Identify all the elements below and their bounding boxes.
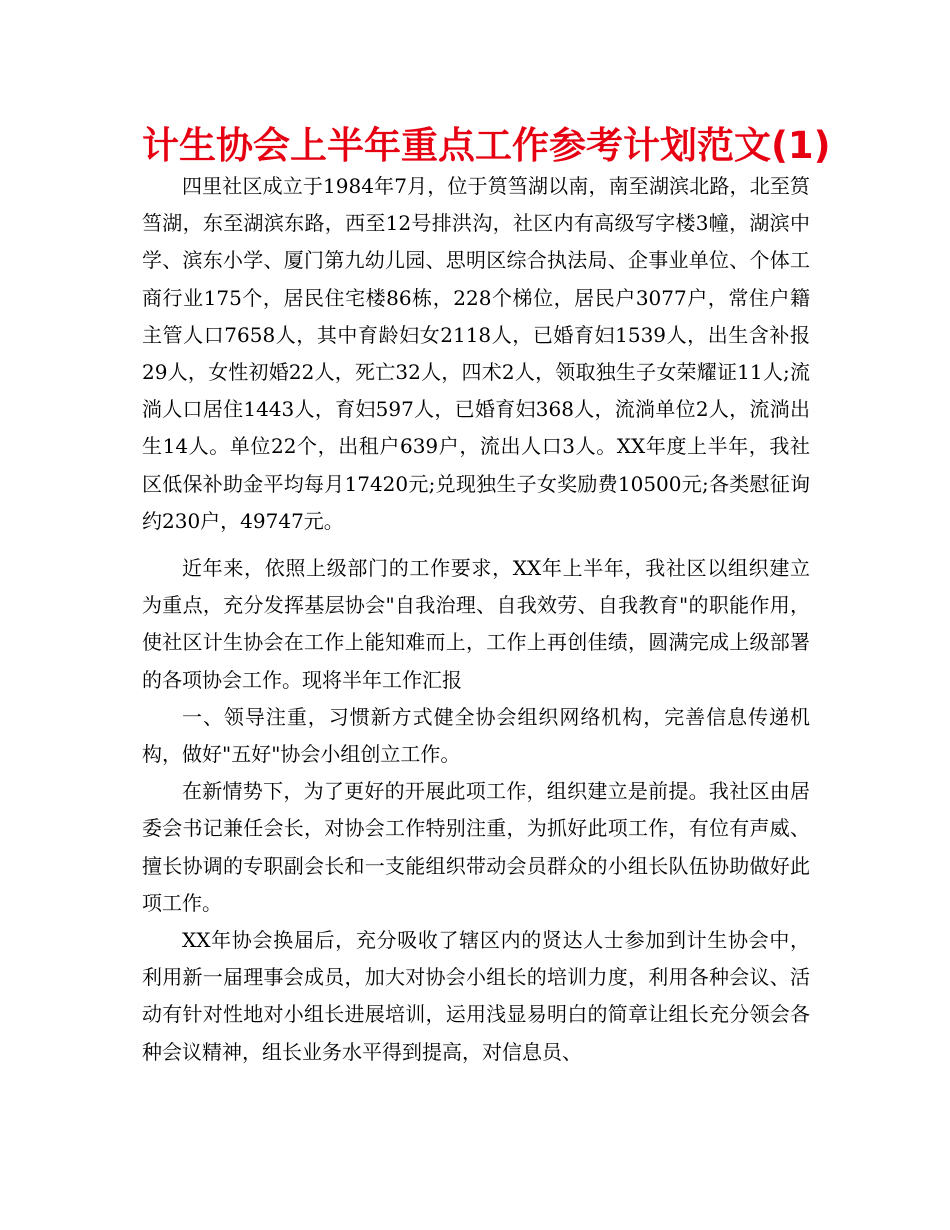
paragraph-work-summary: 近年来，依照上级部门的工作要求，XX年上半年，我社区以组织建立为重点，充分发挥基层协会"自我治理、自我效劳、自我教育"的职能作用，使社区计生协会在工作上能知难而上，工作上再创佳绩，圆满完成上级部署的各项协会工作。现将半年工作汇报 [142,556,810,692]
paragraph-community-overview: 四里社区成立于1984年7月，位于筼筜湖以南，南至湖滨北路，北至筼筜湖，东至湖滨东路，西至12号排洪沟，社区内有高级写字楼3幢，湖滨中学、滨东小学、厦门第九幼儿园、思明区综合执法局、企事业单位、个体工商行业175个，居民住宅楼86栋，228个梯位，居民户3077户，常住户籍主管人口7658人，其中育龄妇女2118人，已婚育妇1539人，出生含补报29人，女性初婚22人，死亡32人，四术2人，领取独生子女荣耀证11人;流淌人口居住1443人，育妇597人，已婚育妇368人，流淌单位2人，流淌出生14人。单位22个，出租户639户，流出人口3人。XX年度上半年，我社区低保补助金平均每月17420元;兑现独生子女奖励费10500元;各类慰征询约230户，49747元。 [142,174,810,533]
document-body [142,168,810,1071]
paragraph-organization: 在新情势下，为了更好的开展此项工作，组织建立是前提。我社区由居委会书记兼任会长，对协会工作特别注重，为抓好此项工作，有位有声威、擅长协调的专职副会长和一支能组织带动会员群众的小组长队伍协助做好此项工作。 [142,779,810,915]
paragraph-training: XX年协会换届后，充分吸收了辖区内的贤达人士参加到计生协会中，利用新一届理事会成员，加大对协会小组长的培训力度，利用各种会议、活动有针对性地对小组长进展培训，运用浅显易明白的简章让组长充分领会各种会议精神，组长业务水平得到提高，对信息员、 [142,928,810,1064]
document-title: 计生协会上半年重点工作参考计划范文(1) [142,124,831,167]
paragraph-section-one-heading: 一、领导注重，习惯新方式健全协会组织网络机构，完善信息传递机构，做好"五好"协会小组创立工作。 [142,704,810,767]
